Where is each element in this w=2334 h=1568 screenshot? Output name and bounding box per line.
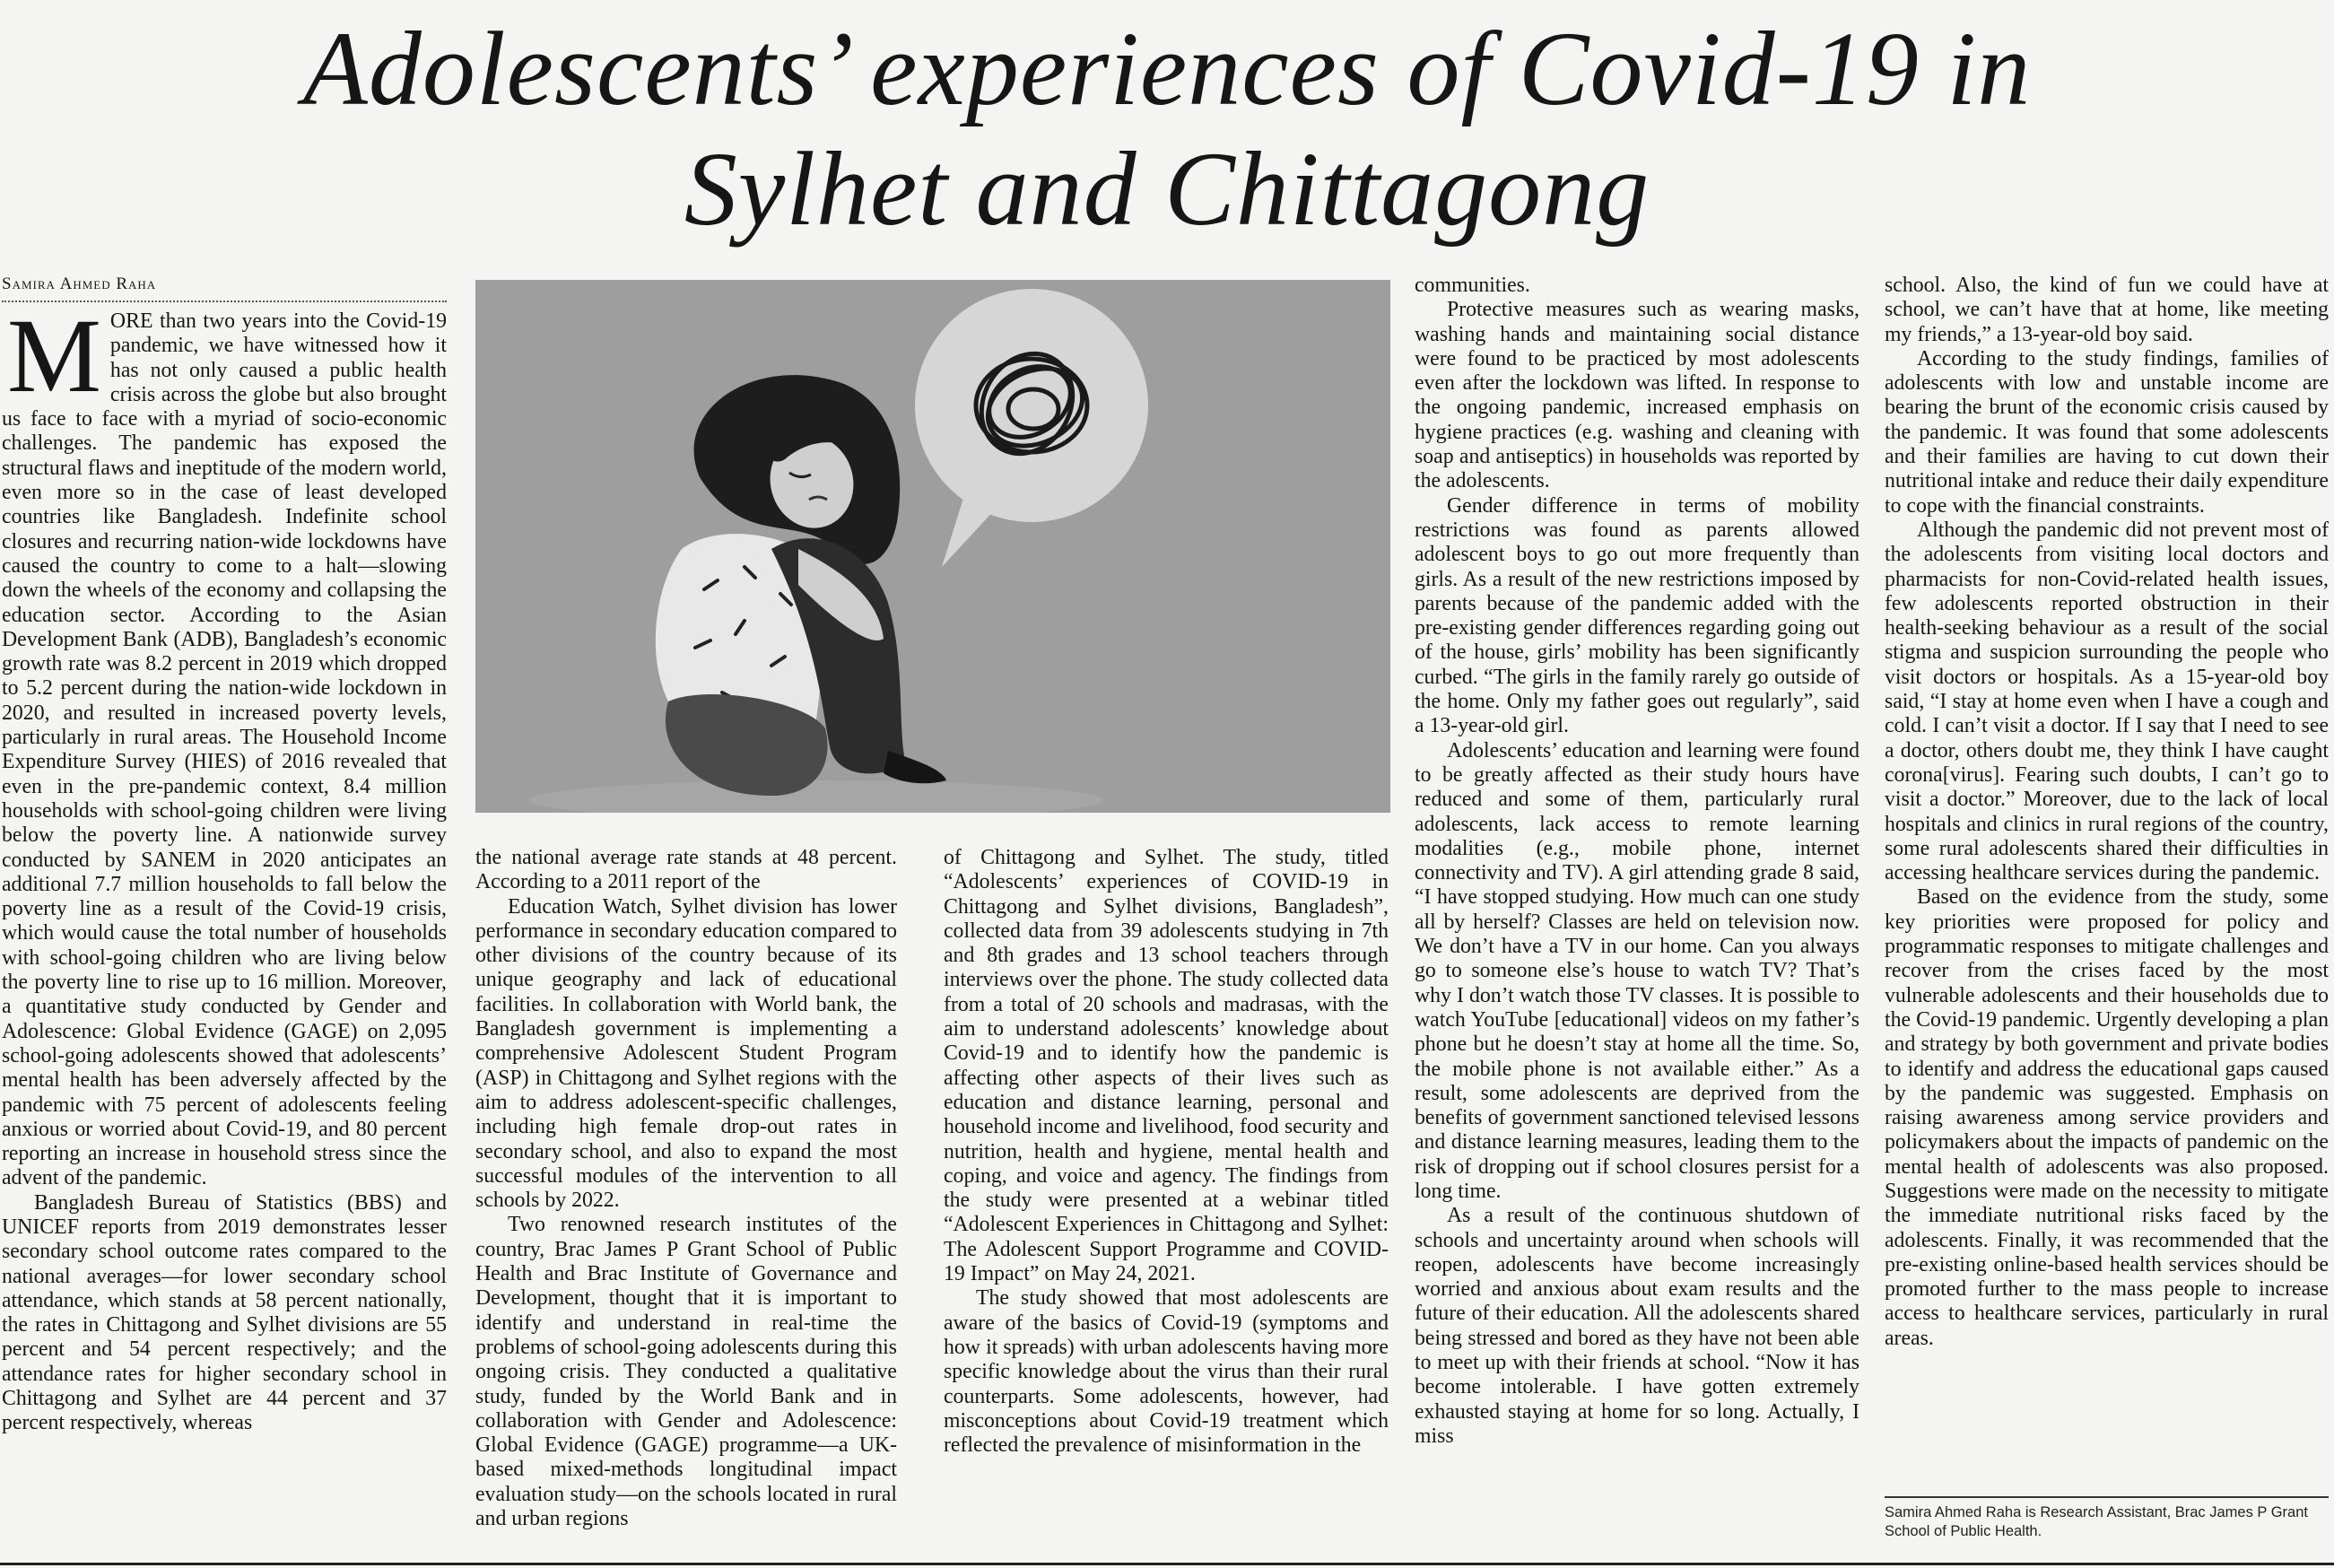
headline-line1: Adolescents’ experiences of Covid-19 in	[302, 10, 2032, 127]
paragraph: As a result of the continuous shutdown of schools and uncertainty around when schools will reopen, adolescents have become increasingly worried and anxious about exam results and the future of their education. All the adolescents shared being stressed and bored as they have not been able to meet up with their friends at school. “Now it has become intolerable. I have gotten extremely exhausted staying at home for so long. Actually, I miss	[1415, 1204, 1859, 1448]
paragraph: Education Watch, Sylhet division has lower performance in secondary education compared to other divisions of the country because of its unique geography and lack of educational facilities. In collaboration with World bank, the Bangladesh government is implementing a comprehensive Adolescent Student Program (ASP) in Chittagong and Sylhet regions with the aim to address adolescent-specific challenges, including high female drop-out rates in secondary school, and also to expand the most successful modules of the intervention to all schools by 2022.	[475, 894, 897, 1213]
article-illustration	[475, 280, 1390, 813]
column-3	[944, 846, 1389, 1458]
sad-girl-illustration	[475, 280, 1390, 813]
paragraph: Bangladesh Bureau of Statistics (BBS) and UNICEF reports from 2019 demonstrates lesser secondary school outcome rates compared to the national averages—for lower secondary school attendance, which stands at 58 percent nationally, the rates in Chittagong and Sylhet divisions are 55 percent and 54 percent respectively; and the attendance rates for higher secondary school in Chittagong and Sylhet are 44 percent and 37 percent respectively, whereas	[2, 1190, 447, 1435]
paragraph: Two renowned research institutes of the country, Brac James P Grant School of Public Health and Brac Institute of Governance and Development, thought that it is important to identify and understand in real-time the problems of school-going adolescents during this ongoing crisis. They conducted a qualitative study, funded by the World Bank and in collaboration with Gender and Adolescence: Global Evidence (GAGE) programme—a UK-based mixed-methods longitudinal impact evaluation study—on the schools located in rural and urban regions	[475, 1213, 897, 1531]
paragraph: of Chittagong and Sylhet. The study, titled “Adolescents’ experiences of COVID-19 in Chittagong and Sylhet divisions, Bangladesh”, collected data from 39 adolescents studying in 7th and 8th grades and 13 school teachers through interviews over the phone. The study collected data from a total of 20 schools and madrasas, with the aim to understand adolescents’ knowledge about Covid-19 and to identify how the pandemic is affecting other aspects of their lives such as education and distance learning, personal and household income and livelihood, food security and nutrition, health and hygiene, mental health and coping, and voice and agency. The findings from the study were presented at a webinar titled “Adolescent Experiences in Chittagong and Sylhet: The Adolescent Support Programme and COVID-19 Impact” on May 24, 2021.	[944, 846, 1389, 1286]
paragraph: Based on the evidence from the study, some key priorities were proposed for policy and programmatic responses to mitigate challenges and recover from the crises faced by the most vulnerable adolescents and their households due to the Covid-19 pandemic. Urgently developing a plan and strategy by both government and private bodies to identify and address the educational gaps caused by the pandemic was suggested. Emphasis on raising awareness among service providers and policymakers about the impacts of pandemic on the mental health of adolescents was also proposed. Suggestions were made on the necessity to mitigate the immediate nutritional risks faced by the adolescents. Finally, it was recommended that the pre-existing online-based health services should be promoted further to the mass people to increase access to healthcare services, particularly in rural areas.	[1885, 885, 2329, 1350]
lead-paragraph	[2, 297, 447, 1191]
bottom-rule	[0, 1563, 2334, 1565]
column-2	[475, 846, 897, 1531]
drop-cap: M	[7, 297, 101, 414]
column-5	[1885, 274, 2329, 1351]
headline	[0, 9, 2334, 249]
paragraph: the national average rate stands at 48 percent. According to a 2011 report of the	[475, 846, 897, 894]
headline-line2: Sylhet and Chittagong	[684, 130, 1650, 248]
paragraph: school. Also, the kind of fun we could have at school, we can’t have that at home, like meeting my friends,” a 13-year-old boy said.	[1885, 274, 2329, 346]
paragraph: The study showed that most adolescents are aware of the basics of Covid-19 (symptoms and how it spreads) with urban adolescents having more specific knowledge about the virus than their rural counterparts. Some adolescents, however, had misconceptions about Covid-19 treatment which reflected the prevalence of misinformation in the	[944, 1286, 1389, 1458]
column-1	[2, 297, 447, 1436]
paragraph: Protective measures such as wearing masks, washing hands and maintaining social distance were found to be practiced by most adolescents even after the lockdown was lifted. In response to the ongoing pandemic, increased emphasis on hygiene practices (e.g. washing and cleaning with soap and antiseptics) in households was reported by the adolescents.	[1415, 298, 1859, 493]
paragraph: Adolescents’ education and learning were found to be greatly affected as their study hours have reduced and some of them, particularly rural adolescents, lack access to remote learning modalities (e.g., mobile phone, internet connectivity and TV). A girl attending grade 8 said, “I have stopped studying. How much can one study all by herself? Classes are held on television now. We don’t have a TV in our home. Can you always go to someone else’s house to watch TV? That’s why I don’t watch those TV classes. It is possible to watch YouTube [educational] videos on my father’s phone but he doesn’t stay at home all the time. So, the mobile phone is not available either.” As a result, some adolescents are deprived from the benefits of government sanctioned televised lessons and distance learning measures, leading them to the risk of dropping out if school closures persist for a long time.	[1415, 738, 1859, 1203]
lead-text: ORE than two years into the Covid-19 pandemic, we have witnessed how it has not only caused a public health crisis across the globe but also brought us face to face with a myriad of socio-economic challenges. The pandemic has exposed the structural flaws and ineptitude of the modern world, even more so in the case of least developed countries like Bangladesh. Indefinite school closures and recurring nation-wide lockdowns have caused the country to come to a halt—slowing down the wheels of the economy and collapsing the education sector. According to the Asian Development Bank (ADB), Bangladesh’s economic growth rate was 8.2 percent in 2019 which dropped to 5.2 percent during the nation-wide lockdown in 2020, and resulted in increased poverty levels, particularly in rural areas. The Household Income Expenditure Survey (HIES) of 2016 revealed that even in the pre-pandemic context, 8.4 million households with school-going children were living below the poverty line. A nationwide survey conducted by SANEM in 2020 anticipates an additional 7.7 million households to fall below the poverty line as a result of the Covid-19 crisis, which would cause the total number of households with school-going children who are living below the poverty line to rise up to 16 million. Moreover, a quantitative study conducted by Gender and Adolescence: Global Evidence (GAGE) on 2,095 school-going adolescents showed that adolescents’ mental health has been adversely affected by the pandemic with 75 percent of adolescents feeling anxious or worried about Covid-19, and 80 percent reporting an increase in household stress since the advent of the pandemic.	[2, 309, 447, 1190]
column-4	[1415, 274, 1859, 1449]
author-footnote: Samira Ahmed Raha is Research Assistant, Brac James P Grant School of Public Health.	[1885, 1496, 2329, 1541]
byline: Samira Ahmed Raha	[2, 274, 447, 302]
paragraph: Gender difference in terms of mobility restrictions was found as parents allowed adolescent boys to go out more frequently than girls. As a result of the new restrictions imposed by parents because of the pandemic added with the pre-existing gender differences regarding going out of the house, girls’ mobility has been significantly curbed. “The girls in the family rarely go outside of the home. Only my father goes out regularly”, said a 13-year-old girl.	[1415, 493, 1859, 738]
paragraph: According to the study findings, families of adolescents with low and unstable income are bearing the brunt of the economic crisis caused by the pandemic. It was found that some adolescents and their families are having to cut down their nutritional intake and reduce their daily expenditure to cope with the financial constraints.	[1885, 346, 2329, 518]
paragraph: Although the pandemic did not prevent most of the adolescents from visiting local doctors and pharmacists for non-Covid-related health issues, few adolescents reported obstruction in their health-seeking behaviour as a result of the social stigma and suspicion surrounding the people who visit doctors or hospitals. As a 15-year-old boy said, “I stay at home even when I have a cough and cold. I can’t visit a doctor. If I say that I need to see a doctor, others doubt me, they think I have caught corona[virus]. Fearing such doubts, I can’t go to visit a doctor.” Moreover, due to the lack of local hospitals and clinics in rural regions of the country, some rural adolescents shared their difficulties in accessing healthcare services during the pandemic.	[1885, 518, 2329, 885]
paragraph: communities.	[1415, 274, 1530, 297]
